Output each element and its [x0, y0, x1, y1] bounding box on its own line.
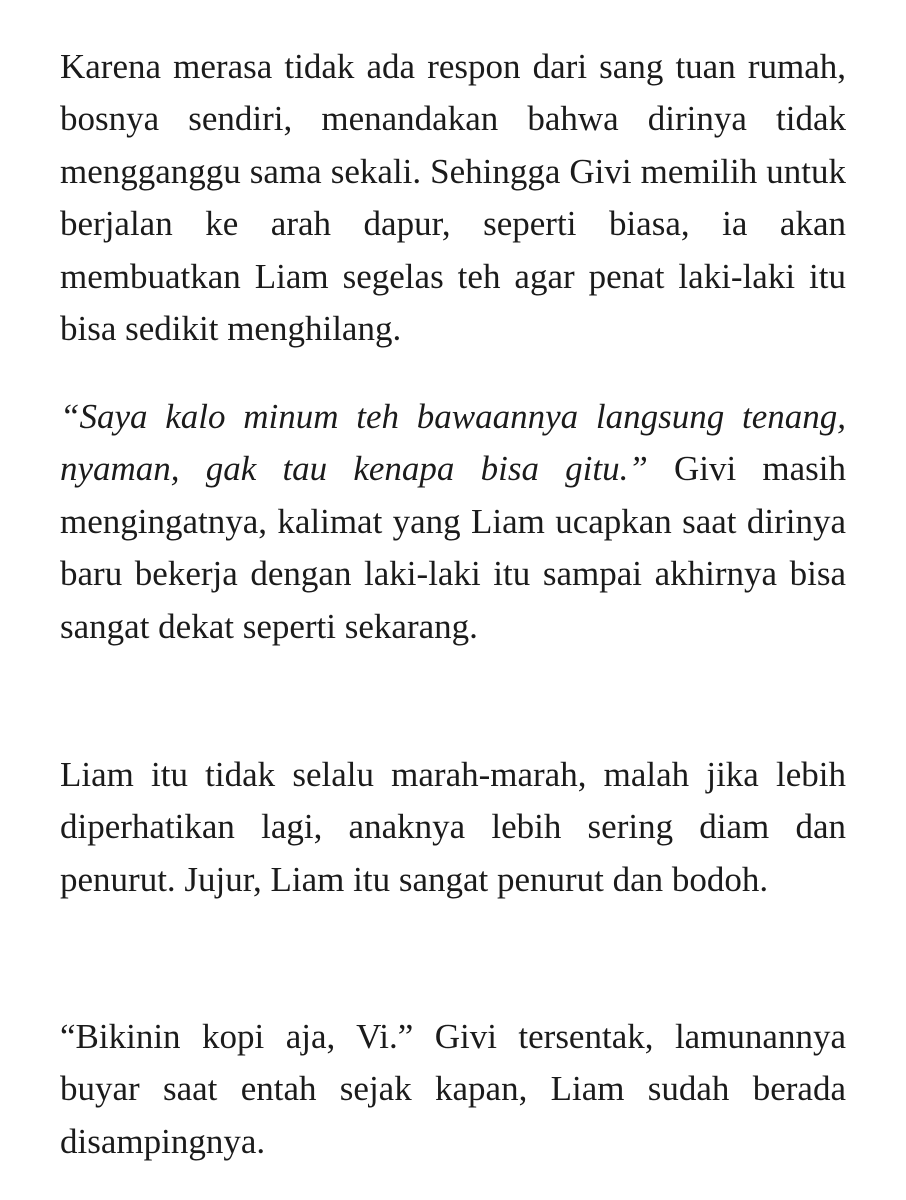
paragraph-4: “Bikinin kopi aja, Vi.” Givi tersentak, lamunannya buyar saat entah sejak kapan, Liam sudah berada disampingnya. — [60, 1017, 846, 1161]
paragraph-2 — [60, 391, 846, 653]
paragraph-1: Karena merasa tidak ada respon dari sang tuan rumah, bosnya sendiri, menandakan bahwa dirinya tidak mengganggu sama sekali. Sehingga Givi memilih untuk berjalan ke arah dapur, seperti biasa, ia akan membuatkan Liam segelas teh agar penat laki-laki itu bisa sedikit menghilang. — [60, 47, 846, 349]
paragraph-2-text: Givi masih mengingatnya, kalimat yang Liam ucapkan saat dirinya baru bekerja dengan laki-laki itu sampai akhirnya bisa sangat dekat seperti sekarang. — [60, 449, 847, 646]
quote-text: “Saya kalo minum teh bawaannya langsung tenang, nyaman, gak tau kenapa bisa gitu.” — [60, 397, 846, 489]
paragraph-3: Liam itu tidak selalu marah-marah, malah jika lebih diperhatikan lagi, anaknya lebih sering diam dan penurut. Jujur, Liam itu sangat penurut dan bodoh. — [60, 755, 846, 899]
